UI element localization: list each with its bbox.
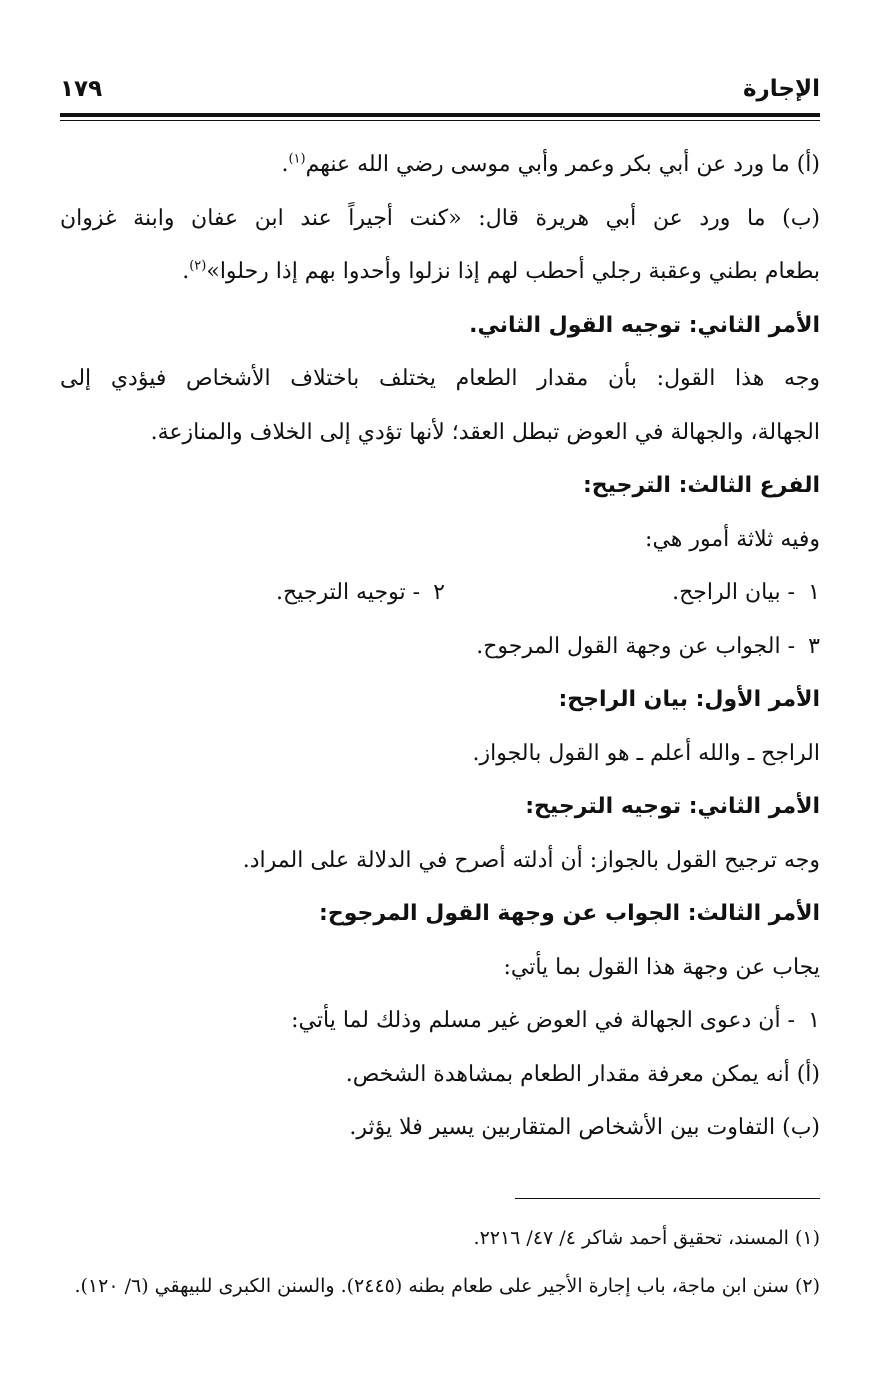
header-rule-thin xyxy=(60,120,820,121)
section-heading: الأمر الثاني: توجيه الترجيح: xyxy=(525,794,820,819)
text-line: الراجح ـ والله أعلم ـ هو القول بالجواز. xyxy=(472,740,820,766)
header-rule-thick xyxy=(60,113,820,117)
footnote-separator xyxy=(515,1198,820,1199)
text-line: بطعام بطني وعقبة رجلي أحطب لهم إذا نزلوا وأحدوا بهم إذا رحلوا»$^{(٢)}$. xyxy=(182,258,820,284)
list-text: - توجيه الترجيح. xyxy=(276,580,420,605)
text-line: وجه هذا القول: بأن مقدار الطعام يختلف باختلاف الأشخاص فيؤدي إلى xyxy=(60,366,820,391)
list-text: - بيان الراجح. xyxy=(672,580,795,605)
text-line: يجاب عن وجهة هذا القول بما يأتي: xyxy=(503,954,820,980)
running-header xyxy=(60,76,820,112)
book-page xyxy=(60,0,820,1386)
section-heading: الأمر الثالث: الجواب عن وجهة القول المرجوح: xyxy=(319,901,820,926)
footnote-ref: (٢) xyxy=(189,258,207,274)
text-span: بطعام بطني وعقبة رجلي أحطب لهم إذا نزلوا وأحدوا بهم إذا رحلوا» xyxy=(206,259,820,284)
section-heading: الفرع الثالث: الترجيح: xyxy=(582,473,820,498)
chapter-title: الإجارة xyxy=(742,76,820,102)
list-number: ٣ xyxy=(808,633,820,659)
section-heading: الأمر الثاني: توجيه القول الثاني. xyxy=(469,312,820,338)
footnotes xyxy=(60,1214,820,1310)
text-line: (ب) التفاوت بين الأشخاص المتقاربين يسير فلا يؤثر. xyxy=(349,1115,820,1140)
text-line: الجهالة، والجهالة في العوض تبطل العقد؛ لأنها تؤدي إلى الخلاف والمنازعة. xyxy=(150,419,820,445)
section-heading: الأمر الأول: بيان الراجح: xyxy=(558,687,820,712)
list-number: ٢ xyxy=(433,580,445,605)
text-line: (ب) ما ورد عن أبي هريرة قال: «كنت أجيراً عند ابن عفان وابنة غزوان xyxy=(60,205,820,231)
text-line: (أ) ما ورد عن أبي بكر وعمر وأبي موسى رضي الله عنهم$^{(١)}$. xyxy=(281,151,820,177)
list-number: ١ xyxy=(808,580,820,605)
main-text xyxy=(60,138,820,1155)
list-text: - الجواب عن وجهة القول المرجوح. xyxy=(476,633,795,659)
footnote-ref: (١) xyxy=(288,151,306,167)
text-line: (أ) أنه يمكن معرفة مقدار الطعام بمشاهدة الشخص. xyxy=(345,1061,820,1087)
list-number: ١ xyxy=(808,1008,820,1033)
list-item xyxy=(60,994,820,1048)
text-span: (أ) ما ورد عن أبي بكر وعمر وأبي موسى رضي الله عنهم xyxy=(305,152,820,177)
text-line: وفيه ثلاثة أمور هي: xyxy=(645,526,820,552)
page-number: ١٧٩ xyxy=(60,76,103,102)
list-item xyxy=(445,566,820,620)
list-text: - أن دعوى الجهالة في العوض غير مسلم وذلك لما يأتي: xyxy=(291,1008,795,1033)
list-item xyxy=(60,620,820,674)
footnote: (٢) سنن ابن ماجة، باب إجارة الأجير على طعام بطنه (٢٤٤٥). والسنن الكبرى للبيهقي (٦/ ١٢٠). xyxy=(74,1275,820,1297)
list-item xyxy=(70,566,445,620)
text-line: وجه ترجيح القول بالجواز: أن أدلته أصرح في الدلالة على المراد. xyxy=(242,847,820,873)
footnote: (١) المسند، تحقيق أحمد شاكر ٤/ ٤٧/ ٢٢١٦. xyxy=(473,1227,820,1249)
list-row xyxy=(60,566,820,620)
